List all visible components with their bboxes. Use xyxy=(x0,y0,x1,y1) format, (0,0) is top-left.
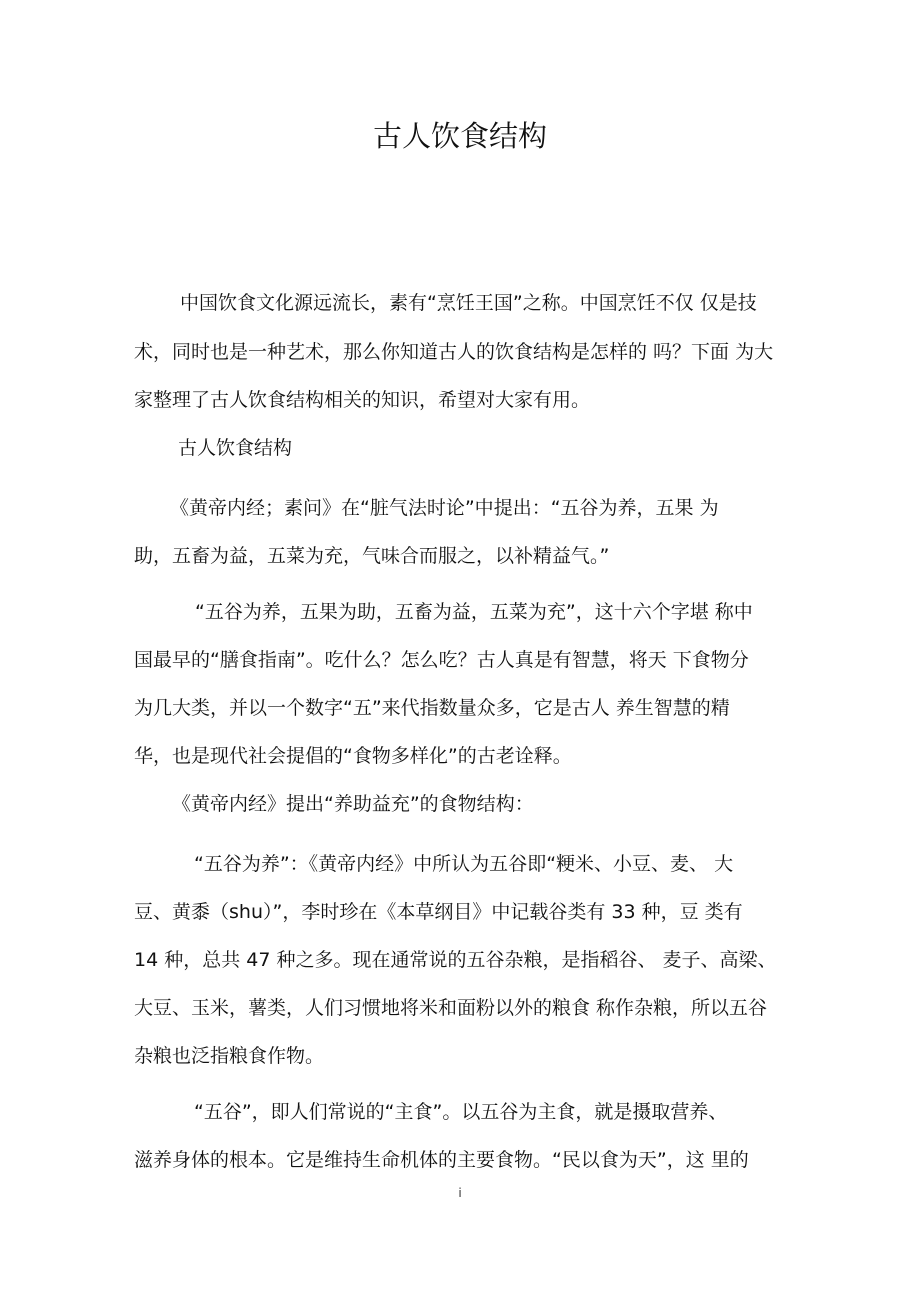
text-line: 豆、黄黍（shu）”，李时珍在《本草纲目》中记载谷类有 33 种，豆 类有 xyxy=(134,901,743,923)
text-line: “五谷为养”：《黄帝内经》中所认为五谷即“粳米、小豆、麦、 大 xyxy=(194,853,734,875)
text-line: 助，五畜为益，五菜为充，气味合而服之，以补精益气。” xyxy=(134,545,610,567)
section-heading: 古人饮食结构 xyxy=(178,437,293,459)
text-line: “五谷为养，五果为助，五畜为益，五菜为充”，这十六个字堪 称中 xyxy=(195,601,753,623)
text-line: 《黄帝内经；素问》在“脏气法时论”中提出：“五谷为养，五果 为 xyxy=(170,497,719,519)
page-number: i xyxy=(458,1186,462,1200)
text-line: 中国饮食文化源远流长，素有“烹饪王国”之称。中国烹饪不仅 仅是技 xyxy=(180,292,757,314)
text-line: 家整理了古人饮食结构相关的知识，希望对大家有用。 xyxy=(134,389,591,411)
text-line: 《黄帝内经》提出“养助益充”的食物结构： xyxy=(172,793,534,815)
text-line: 大豆、玉米，薯类，人们习惯地将米和面粉以外的粮食 称作杂粮，所以五谷 xyxy=(134,997,768,1019)
text-line: 华，也是现代社会提倡的“食物多样化”的古老诠释。 xyxy=(134,745,572,767)
text-line: 术，同时也是一种艺术，那么你知道古人的饮食结构是怎样的 吗？下面 为大 xyxy=(134,341,774,363)
text-line: 为几大类，并以一个数字“五”来代指数量众多，它是古人 养生智慧的精 xyxy=(134,697,730,719)
text-line: 滋养身体的根本。它是维持生命机体的主要食物。“民以食为天”，这 里的 xyxy=(134,1149,749,1171)
text-line: “五谷”，即人们常说的“主食”。以五谷为主食，就是摄取营养、 xyxy=(194,1101,728,1123)
text-line: 杂粮也泛指粮食作物。 xyxy=(134,1045,325,1067)
document-title: 古人饮食结构 xyxy=(372,119,547,153)
text-line: 国最早的“膳食指南”。吃什么？怎么吃？古人真是有智慧，将天 下食物分 xyxy=(134,649,749,671)
text-line: 14 种，总共 47 种之多。现在通常说的五谷杂粮，是指稻谷、 麦子、高梁、 xyxy=(134,949,777,971)
